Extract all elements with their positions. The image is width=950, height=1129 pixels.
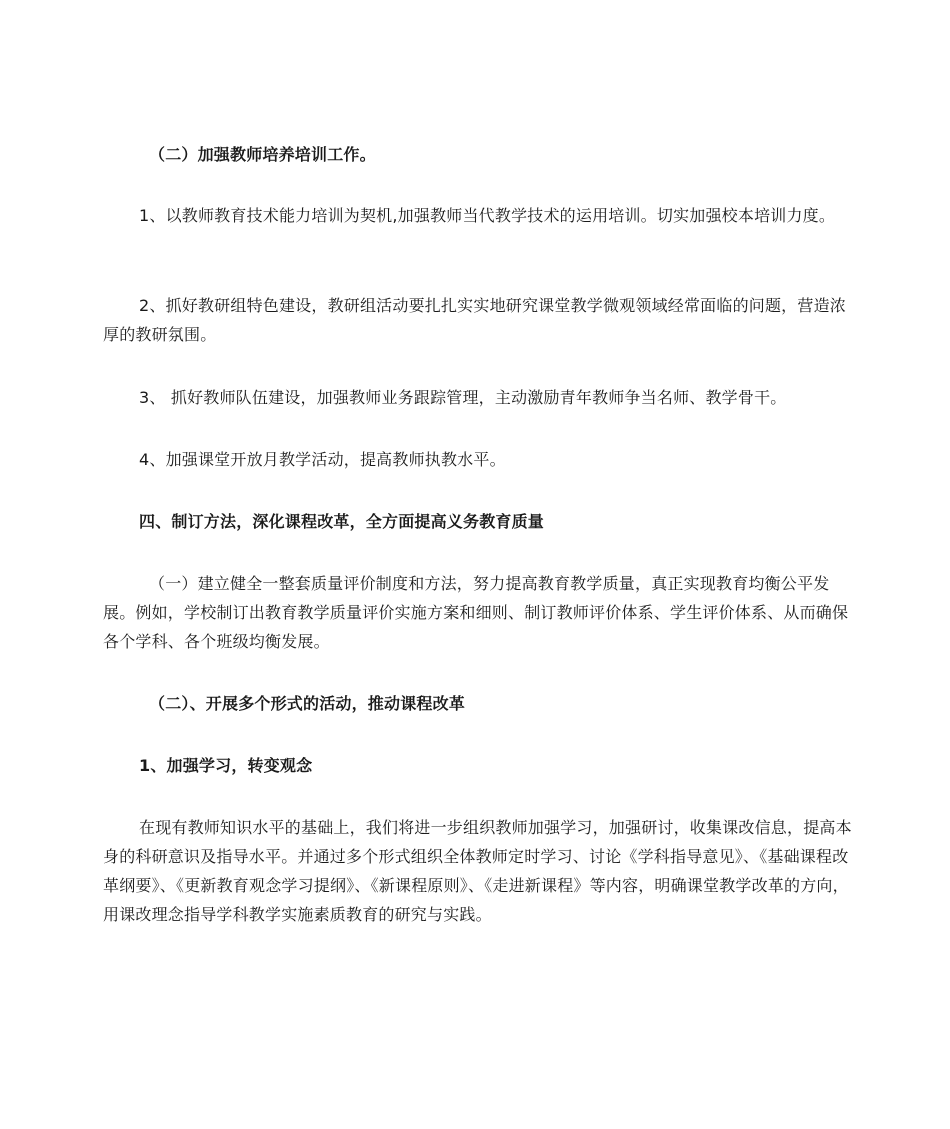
paragraph-learning: 在现有教师知识水平的基础上，我们将进一步组织教师加强学习，加强研讨，收集课改信息，提高本身的科研意识及指导水平。并通过多个形式组织全体教师定时学习、讨论《学科指导意见》、《基础课程改革纲要》、《更新教育观念学习提纲》、《新课程原则》、《走进新课程》等内容，明确课堂教学改革的方向，用课改理念指导学科教学实施素质教育的研究与实践。 [103, 818, 852, 924]
list-item-3: 3、 抓好教师队伍建设，加强教师业务跟踪管理，主动激励青年教师争当名师、教学骨干。 [139, 388, 787, 407]
list-item-1: 1、以教师教育技术能力培训为契机,加强教师当代教学技术的运用培训。切实加强校本培训力度。 [139, 206, 836, 225]
paragraph-quality-evaluation: （一）建立健全一整套质量评价制度和方法，努力提高教育教学质量，真正实现教育均衡公平发展。例如，学校制订出教育教学质量评价实施方案和细则、制订教师评价体系、学生评价体系、从而确保各个学科、各个班级均衡发展。 [103, 574, 849, 651]
list-item-2: 2、抓好教研组特色建设，教研组活动要扎扎实实地研究课堂教学微观领域经常面临的问题，营造浓厚的教研氛围。 [103, 296, 846, 344]
section-heading-teacher-training: （二）加强教师培养培训工作。 [149, 145, 376, 164]
section-title-4: 四、制订方法，深化课程改革，全方面提高义务教育质量 [139, 512, 545, 531]
section-heading-activities: （二）、开展多个形式的活动，推动课程改革 [149, 694, 466, 713]
subheading-learning: 1、加强学习，转变观念 [139, 756, 313, 775]
list-item-4: 4、加强课堂开放月教学活动，提高教师执教水平。 [139, 450, 506, 469]
